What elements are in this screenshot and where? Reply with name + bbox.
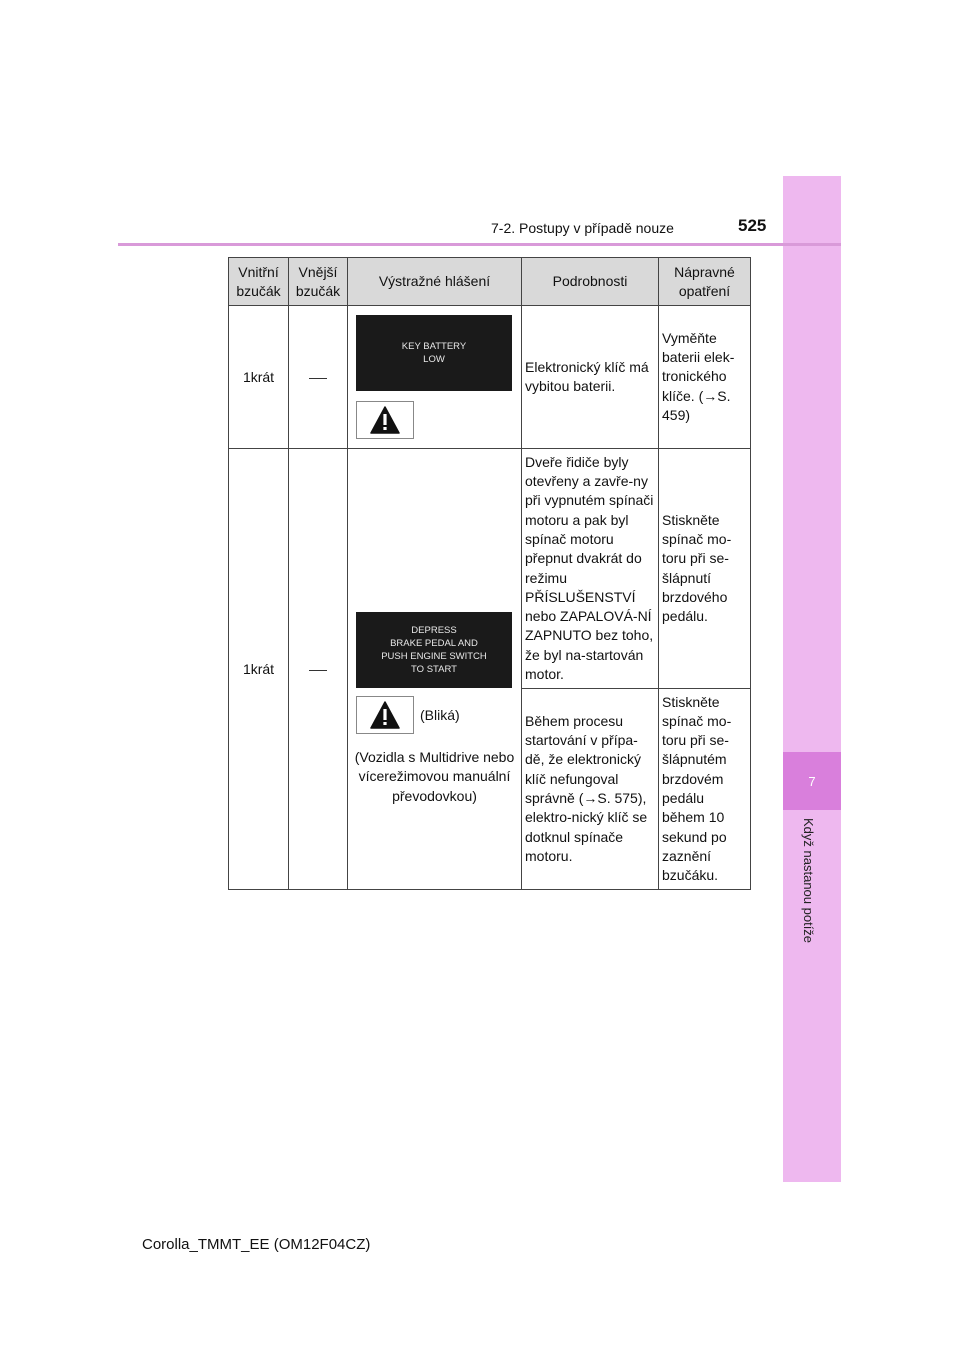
vehicle-note: (Vozidla s Multidrive nebo vícerežimovou manuální převodovkou) [354, 749, 515, 804]
message-display [356, 315, 512, 391]
warning-symbol-box [356, 696, 414, 734]
corrective-action-cell: Vyměňte baterii elek-tronického klíče. (→S. 459) [659, 306, 751, 449]
warning-symbol-box [356, 401, 414, 439]
interior-buzzer-cell: 1krát [229, 449, 289, 890]
message-line: KEY BATTERY [401, 341, 467, 352]
col-header-exterior-buzzer: Vnější bzučák [289, 258, 348, 306]
warning-message-cell [348, 449, 522, 890]
chapter-number: 7 [808, 773, 816, 789]
corrective-action-cell: Stiskněte spínač mo-toru při se-šlápnutém brzdovém pedálu během 10 sekund po zaznění bzučáku. [659, 689, 751, 890]
col-header-corrective-action: Nápravné opatření [659, 258, 751, 306]
col-header-warning-message: Výstražné hlášení [348, 258, 522, 306]
corrective-action-cell: Stiskněte spínač mo-toru při se-šlápnutí brzdového pedálu. [659, 449, 751, 689]
col-header-details: Podrobnosti [522, 258, 659, 306]
details-cell: Elektronický klíč má vybitou baterii. [522, 306, 659, 449]
warning-table [228, 257, 751, 890]
warning-triangle-icon [370, 701, 400, 729]
chapter-side-tab [783, 176, 841, 1182]
exterior-buzzer-cell [289, 306, 348, 449]
warning-symbol-row [349, 696, 520, 734]
message-line: DEPRESS [411, 625, 457, 637]
table-row [229, 306, 751, 449]
message-line: PUSH ENGINE SWITCH [381, 651, 487, 663]
dash-mark [309, 670, 327, 671]
table-row [229, 449, 751, 689]
blink-label: (Bliká) [420, 707, 460, 724]
interior-buzzer-cell: 1krát [229, 306, 289, 449]
table-header-row [229, 258, 751, 306]
exterior-buzzer-cell [289, 449, 348, 890]
header-divider [118, 243, 841, 246]
dash-mark [309, 378, 327, 379]
message-line: BRAKE PEDAL AND [390, 638, 478, 650]
chapter-number-badge [783, 752, 841, 810]
warning-message-cell [348, 306, 522, 449]
document-code: Corolla_TMMT_EE (OM12F04CZ) [142, 1236, 371, 1253]
details-cell: Dveře řidiče byly otevřeny a zavře-ny při vypnutém spínači motoru a pak byl spínač motoru přepnut dvakrát do režimu PŘÍSLUŠENSTVÍ nebo ZAPALOVÁ-NÍ ZAPNUTO bez toho, že byl na-startován motor. [522, 449, 659, 689]
chapter-title: Když nastanou potíže [801, 818, 816, 944]
section-title: 7-2. Postupy v případě nouze [491, 220, 674, 236]
warning-triangle-icon [370, 406, 400, 434]
message-line: LOW [423, 354, 445, 365]
col-header-interior-buzzer: Vnitřní bzučák [229, 258, 289, 306]
message-line: TO START [411, 664, 457, 676]
message-display [356, 612, 512, 688]
details-cell: Během procesu startování v přípa-dě, že elektronický klíč nefungoval správně (→S. 575), elektro-nický klíč se dotknul spínače motoru. [522, 689, 659, 890]
page-number: 525 [738, 216, 767, 235]
